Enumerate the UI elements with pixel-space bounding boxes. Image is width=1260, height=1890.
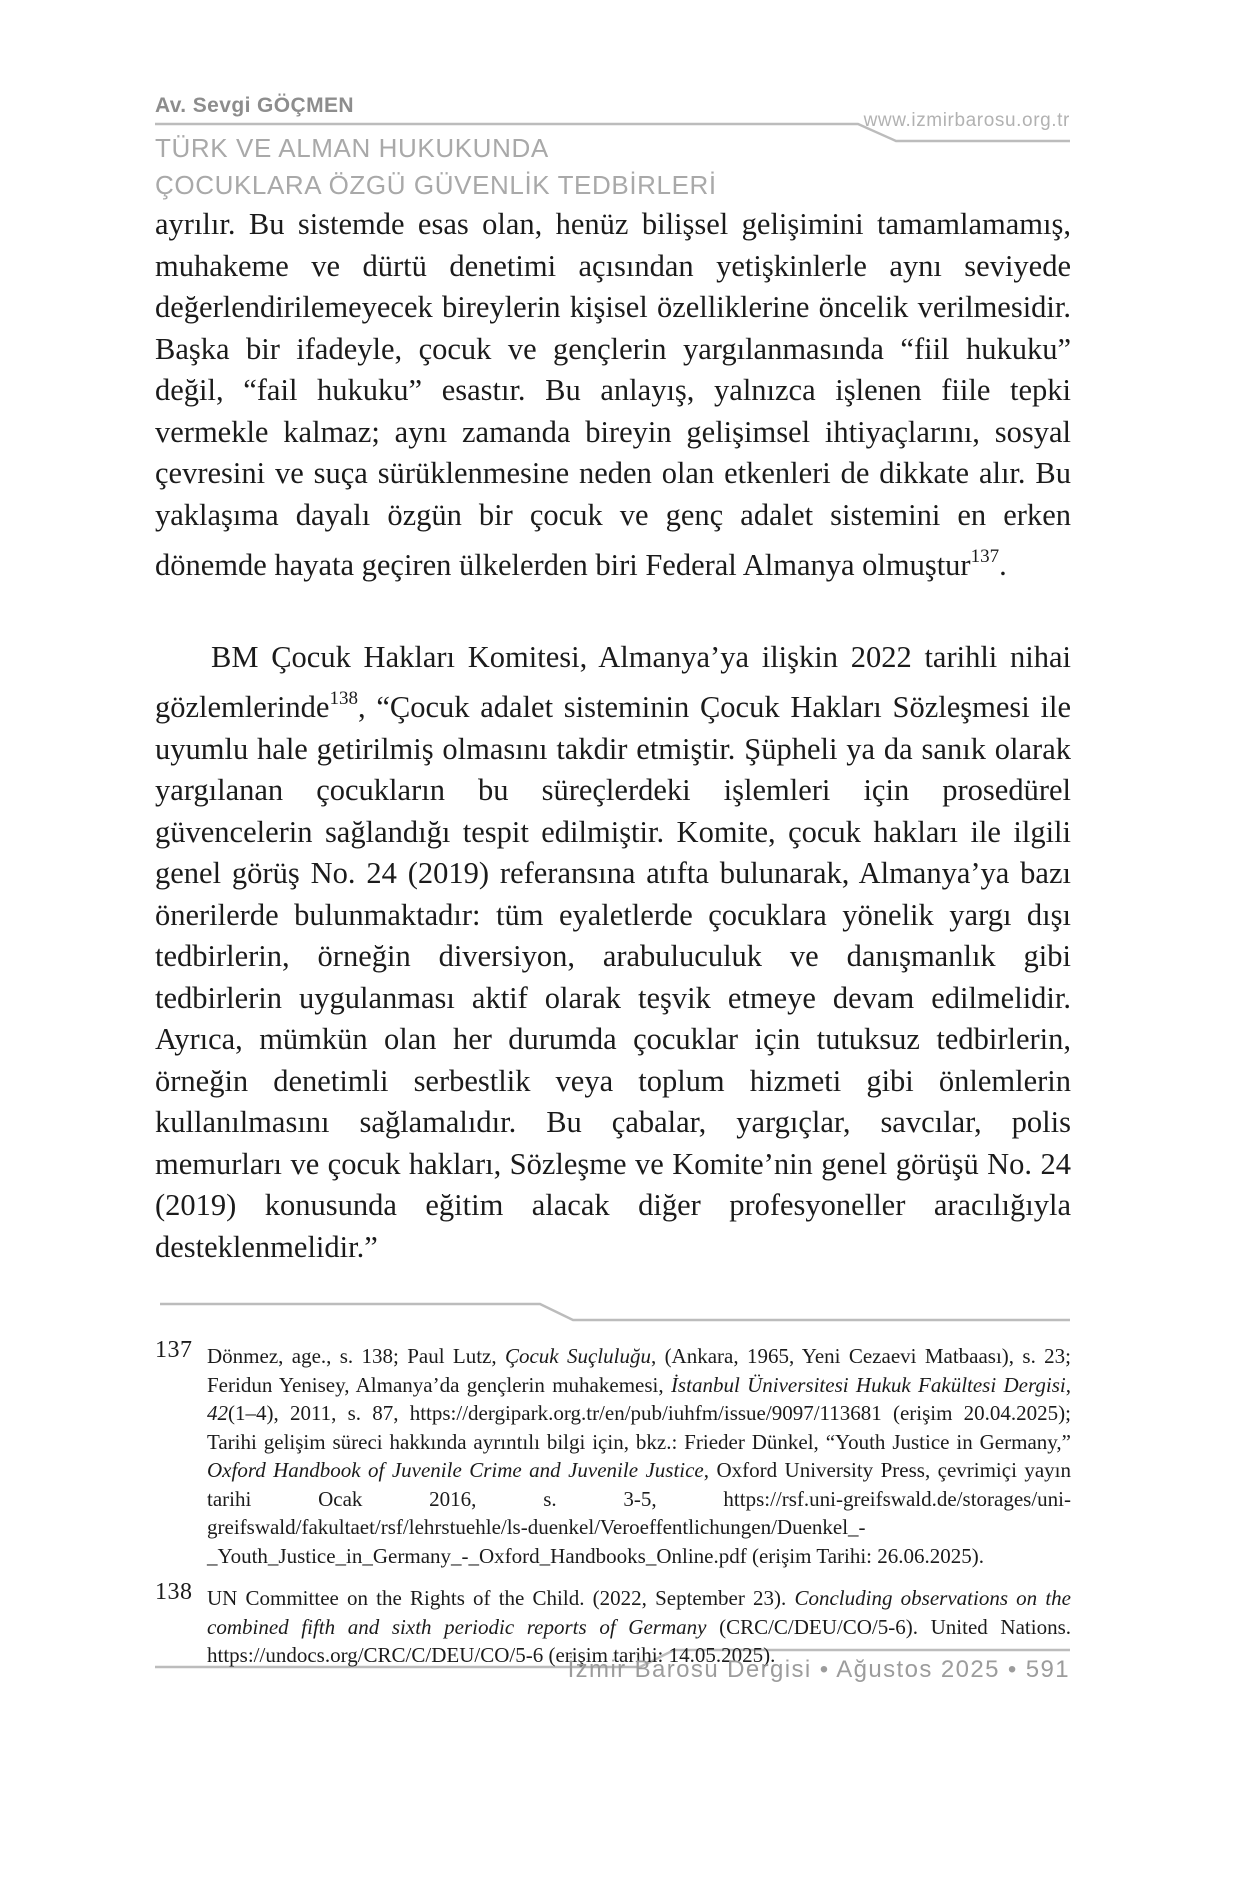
footnote-138-seg: (CRC/C/DEU/CO/5-6). United Nations. https://undocs.org/CRC/C/DEU/CO/5-6 (erişim tarihi: 14.05.2025).: [207, 1614, 1071, 1667]
footnote-137-italic: İstanbul Üniversitesi Hukuk Fakültesi Dergisi: [670, 1372, 1066, 1397]
article-body: [155, 204, 1071, 1268]
body-paragraph-1: [155, 204, 1071, 587]
footnote-138-text: [207, 1586, 1071, 1667]
footnote-137-seg: ,: [1065, 1372, 1071, 1397]
footnote-137-italic: 42: [207, 1401, 228, 1425]
page-footer: [568, 1656, 1070, 1684]
footnote-137-number: 137: [155, 1337, 193, 1363]
article-title-line-1: TÜRK VE ALMAN HUKUKUNDA: [155, 133, 549, 163]
paragraph-2-lead: BM Çocuk Hakları Komitesi, Almanya’ya ilişkin 2022 tarihli nihai gözlemlerinde: [155, 639, 1071, 724]
paragraph-2-rest: , “Çocuk adalet sisteminin Çocuk Hakları Sözleşmesi ile uyumlu hale getirilmiş olmasını takdir etmiştir. Şüpheli ya da sanık olarak yargılanan çocukların bu süreçlerdeki işlemleri için prosedürel güvencelerin sağlandığı tespit edilmiştir. Komite, çocuk hakları ile ilgili genel görüş No. 24 (2019) referansına atıfta bulunarak, Almanya’ya bazı önerilerde bulunmaktadır: tüm eyaletlerde çocuklara yönelik yargı dışı tedbirlerin, örneğin diversiyon, arabuluculuk ve danışmanlık gibi tedbirlerin uygulanması aktif olarak teşvik etmeye devam edilmelidir. Ayrıca, mümkün olan her durumda çocuklar için tutuksuz tedbirlerin, örneğin denetimli serbestlik veya toplum hizmeti gibi önlemlerin kullanılmasını sağlamalıdır. Bu çabalar, yargıçlar, savcılar, polis memurları ve çocuk hakları, Sözleşme ve Komite’nin genel görüşü No. 24 (2019) konusunda eğitim alacak diğer profesyoneller aracılığıyla desteklenmelidir.”: [155, 690, 1071, 1264]
author-name: Av. Sevgi GÖÇMEN: [155, 94, 354, 117]
footnote-137-seg: Dönmez, age., s. 138; Paul Lutz,: [207, 1344, 505, 1368]
footnote-ref-137: 137: [970, 546, 1000, 567]
paragraph-1-text: ayrılır. Bu sistemde esas olan, henüz bilişsel gelişimini tamamlamamış, muhakeme ve dürtü denetimi açısından yetişkinlerle aynı seviyede değerlendirilemeyecek bireylerin kişisel özelliklerine öncelik verilmesidir. Başka bir ifadeyle, çocuk ve gençlerin yargılanmasında “fiil hukuku” değil, “fail hukuku” esastır. Bu anlayış, yalnızca işlenen fiile tepki vermekle kalmaz; aynı zamanda bireyin gelişimsel ihtiyaçlarını, sosyal çevresini ve suça sürüklenmesine neden olan etkenleri de dikkate alır. Bu yaklaşıma dayalı özgün bir çocuk ve genç adalet sistemini en erken dönemde hayata geçiren ülkelerden biri Federal Almanya olmuştur: [155, 207, 1071, 582]
footnotes-section: [155, 1337, 1072, 1684]
article-title-line-2: ÇOCUKLARA ÖZGÜ GÜVENLİK TEDBİRLERİ: [155, 170, 717, 200]
footnote-138-italic: Concluding observations on the combined fifth and sixth periodic reports of Germany: [207, 1586, 1071, 1639]
footnote-137-seg: (1–4), 2011, s. 87, https://dergipark.org.tr/en/pub/iuhfm/issue/9097/113681 (erişim 20.04.2025); Tarihi gelişim süreci hakkında ayrıntılı bilgi için, bkz.: Frieder Dünkel, “Youth Justice in Germany,”: [207, 1401, 1071, 1454]
footnote-137-text: [207, 1344, 1071, 1568]
footnote-137-seg: , (Ankara, 1965, Yeni Cezaevi Matbaası), s. 23; Feridun Yenisey, Almanya’da gençlerin muhakemesi,: [207, 1344, 1072, 1397]
paragraph-1-tail: .: [999, 548, 1007, 582]
footnote-ref-138: 138: [329, 688, 358, 709]
footnote-138-number: 138: [155, 1579, 193, 1605]
footnote-138-seg: UN Committee on the Rights of the Child. (2022, September 23).: [207, 1586, 795, 1610]
footnote-137-seg: , Oxford University Press, çevrimiçi yayın tarihi Ocak 2016, s. 3-5, https://rsf.uni-greifswald.de/storages/uni-greifswald/fakultaet/rsf/lehrstuehle/ls-duenkel/Veroeffentlichungen/Duenkel_-_Youth_Justice_in_Germany_-_Oxford_Handbooks_Online.pdf (erişim Tarihi: 26.06.2025).: [207, 1458, 1072, 1568]
body-paragraph-2: [155, 637, 1071, 1269]
footnote-divider-rule: [160, 1304, 1070, 1320]
footnote-137-italic: Çocuk Suçluluğu: [504, 1344, 651, 1368]
journal-footer-text: İzmir Barosu Dergisi • Ağustos 2025 • 591: [567, 1656, 1070, 1683]
site-url: www.izmirbarosu.org.tr: [863, 110, 1070, 131]
footnote-137: [155, 1337, 1072, 1570]
article-title: [155, 130, 717, 204]
footnote-137-italic: Oxford Handbook of Juvenile Crime and Juvenile Justice: [207, 1458, 704, 1482]
